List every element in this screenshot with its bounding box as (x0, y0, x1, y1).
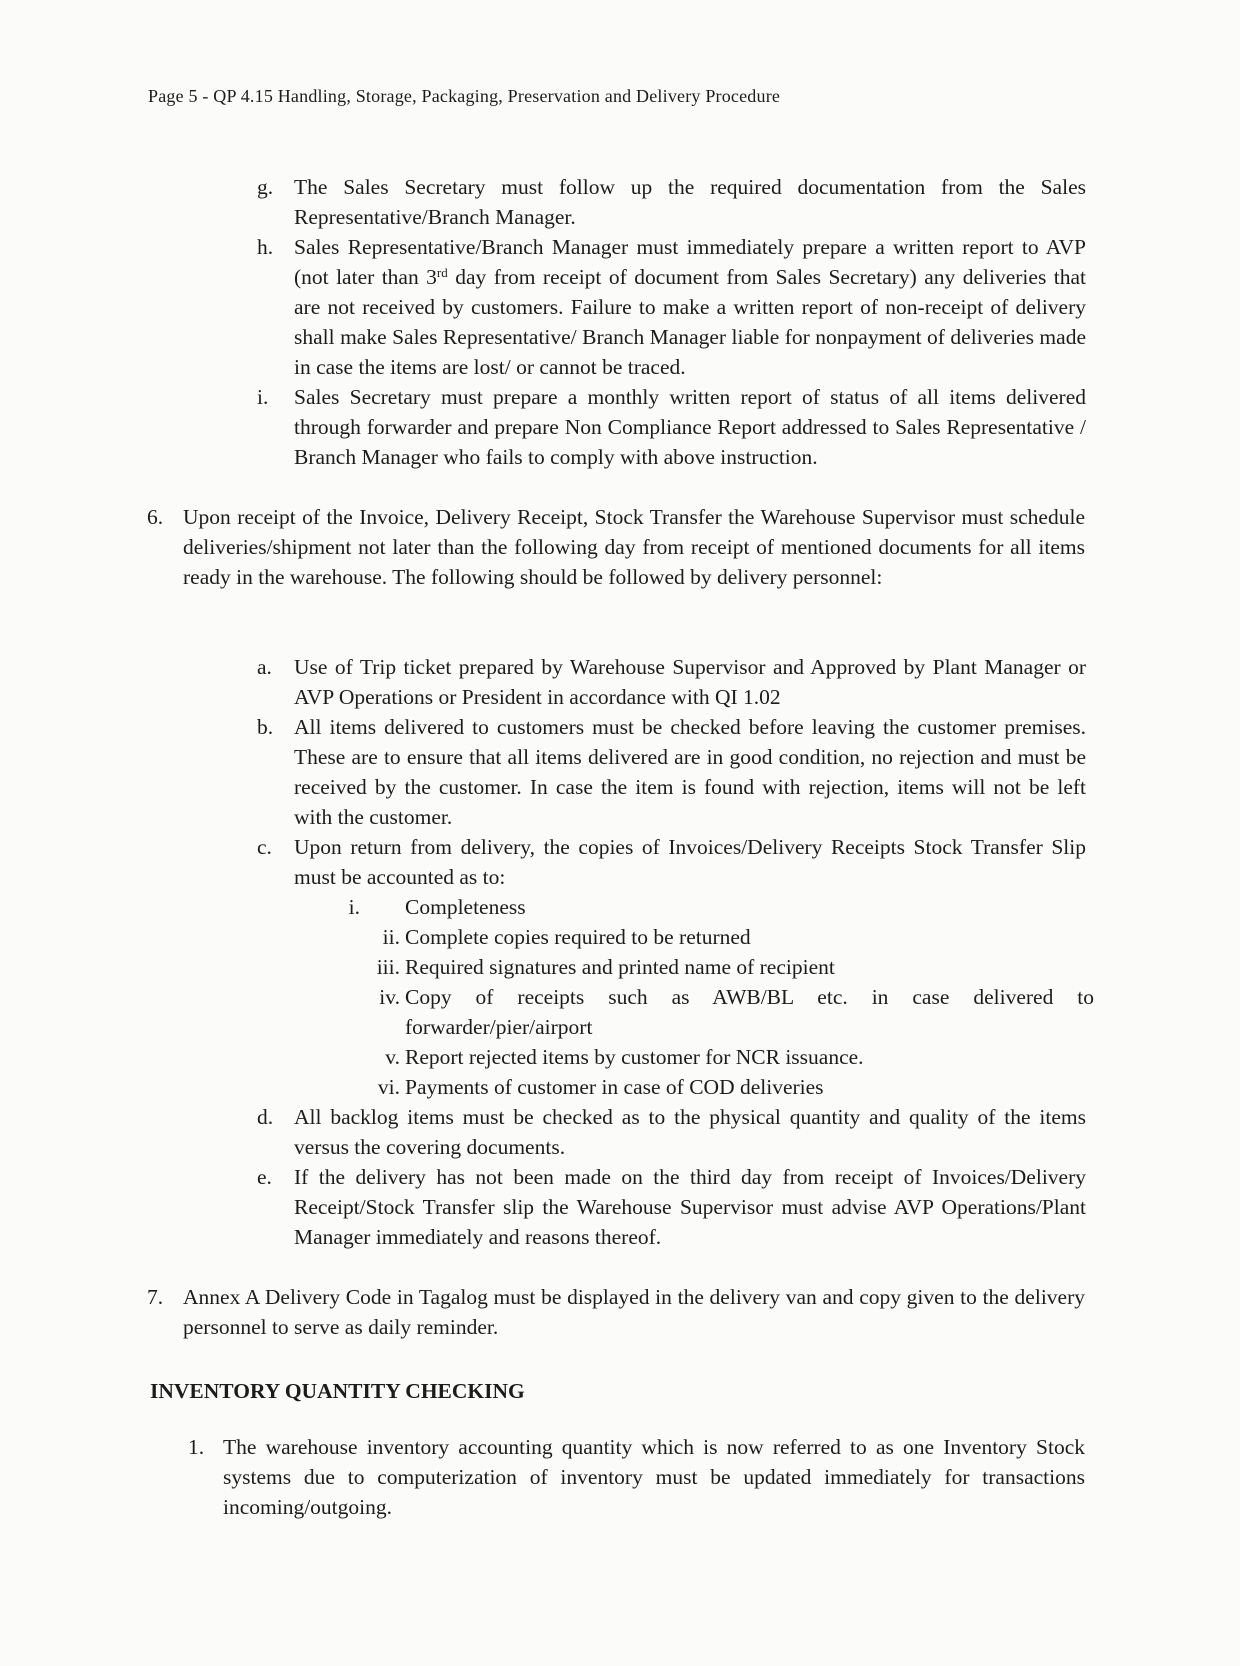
sub-marker: iii. (376, 955, 400, 979)
page-header: Page 5 - QP 4.15 Handling, Storage, Packaging, Preservation and Delivery Procedure (148, 86, 781, 106)
list-item-text: The Sales Secretary must follow up the required documentation from the Sales Representative/Branch Manager. (294, 175, 1086, 229)
list-item-text: All backlog items must be checked as to the physical quantity and quality of the items versus the covering documents. (294, 1105, 1086, 1159)
list-item-text: Upon return from delivery, the copies of Invoices/Delivery Receipts Stock Transfer Slip must be accounted as to: (294, 835, 1086, 889)
list-item-text: Use of Trip ticket prepared by Warehouse Supervisor and Approved by Plant Manager or AVP Operations or President in accordance with QI 1.02 (294, 655, 1086, 709)
sub-item-text: Payments of customer in case of COD deliveries (405, 1075, 824, 1099)
section-text: Annex A Delivery Code in Tagalog must be displayed in the delivery van and copy given to the delivery personnel to serve as daily reminder. (183, 1285, 1085, 1339)
section-marker: 7. (147, 1285, 164, 1309)
list-item-text: Sales Secretary must prepare a monthly written report of status of all items delivered through forwarder and prepare Non Compliance Report addressed to Sales Representative / Branch Manager who fails to comply with above instruction. (294, 385, 1086, 469)
list-marker: g. (257, 175, 274, 199)
text-part: Sales Representative/Branch Manager must immediately prepare a written report to AVP (not later than 3 (294, 235, 1086, 289)
sub-item-text: Completeness (405, 895, 526, 919)
text-part: day from receipt of document from Sales Secretary) any deliveries that are not received by customers. Failure to make a written report of non-receipt of delivery shall make Sales Representative/ Branch Manager liable for nonpayment of deliveries made in case the items are lost/ or cannot be traced. (294, 265, 1086, 379)
superscript: rd (436, 265, 448, 280)
list-item-text (294, 232, 1086, 382)
list-marker: i. (257, 385, 269, 409)
list-item-text: All items delivered to customers must be checked before leaving the customer premises. These are to ensure that all items delivered are in good condition, no rejection and must be received by the customer. In case the item is found with rejection, items will not be left with the customer. (294, 715, 1086, 829)
list-marker: c. (257, 835, 272, 859)
section-text: Upon receipt of the Invoice, Delivery Receipt, Stock Transfer the Warehouse Supervisor must schedule deliveries/shipment not later than the following day from receipt of mentioned documents for all items ready in the warehouse. The following should be followed by delivery personnel: (183, 505, 1085, 589)
list-item-text: If the delivery has not been made on the third day from receipt of Invoices/Delivery Receipt/Stock Transfer slip the Warehouse Supervisor must advise AVP Operations/Plant Manager immediately and reasons thereof. (294, 1165, 1086, 1249)
sub-marker: vi. (377, 1075, 400, 1099)
list-marker: h. (257, 235, 274, 259)
sub-marker: i. (348, 895, 360, 919)
sub-item-text: Report rejected items by customer for NCR issuance. (405, 1045, 864, 1069)
sub-item-text: Copy of receipts such as AWB/BL etc. in case delivered to forwarder/pier/airport (405, 985, 1094, 1039)
sub-marker: v. (385, 1045, 400, 1069)
list-item-text: The warehouse inventory accounting quantity which is now referred to as one Inventory Stock systems due to computerization of inventory must be updated immediately for transactions incoming/outgoing. (223, 1435, 1085, 1519)
sub-marker: iv. (379, 985, 400, 1009)
list-marker: e. (257, 1165, 272, 1189)
sub-item-text: Required signatures and printed name of recipient (405, 955, 835, 979)
list-marker: a. (257, 655, 272, 679)
list-marker: b. (257, 715, 274, 739)
sub-item-text: Complete copies required to be returned (405, 925, 751, 949)
sub-marker: ii. (382, 925, 400, 949)
section-heading: INVENTORY QUANTITY CHECKING (150, 1379, 525, 1403)
list-marker: 1. (188, 1435, 205, 1459)
list-marker: d. (257, 1105, 274, 1129)
section-marker: 6. (147, 505, 164, 529)
